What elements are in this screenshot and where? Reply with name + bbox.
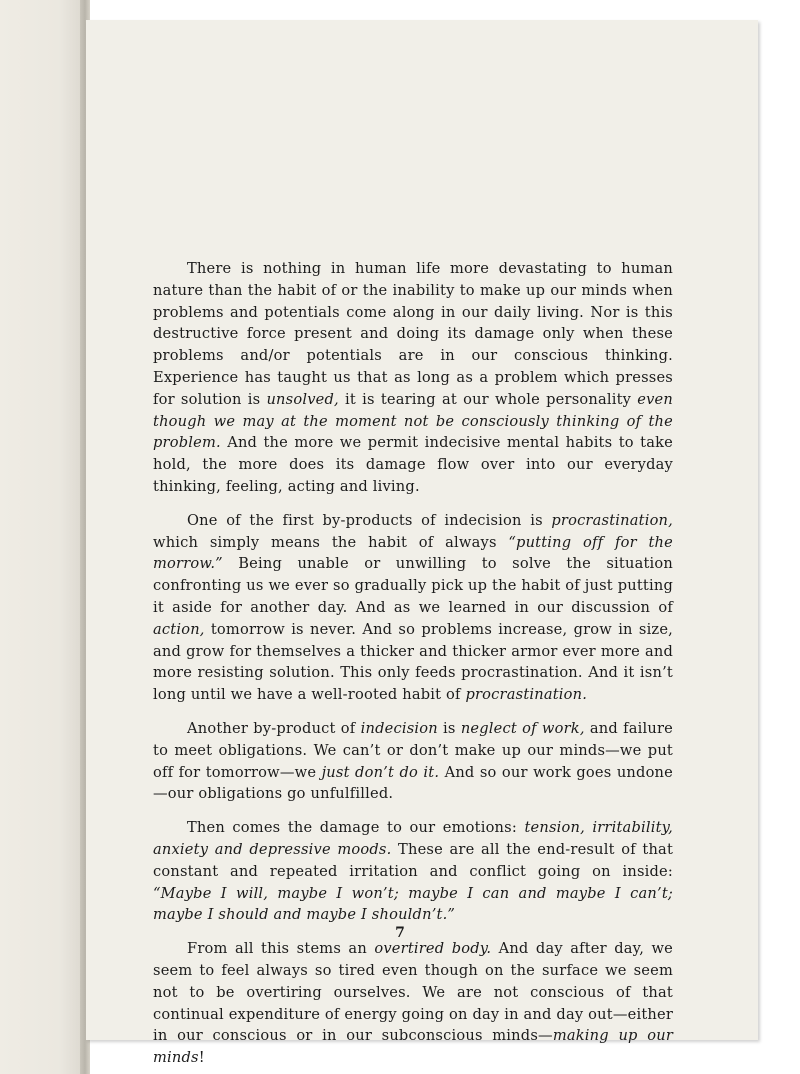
- italic-phrase: unsolved,: [266, 390, 339, 408]
- italic-phrase: action,: [153, 620, 205, 638]
- text-run: Being unable or unwilling to solve the situation confronting us we ever so gradually pick up the habit of just putting it aside for another day. And as we learned in our discussion of: [153, 555, 673, 616]
- facing-page: [0, 0, 84, 1074]
- paragraph: [153, 510, 673, 706]
- text-run: One of the first by-products of indecision is: [187, 511, 552, 529]
- italic-phrase: indecision: [360, 719, 438, 737]
- italic-phrase: “putting off for the morrow.”: [153, 533, 673, 573]
- page-number: 7: [395, 925, 405, 941]
- italic-phrase: just don’t do it.: [321, 763, 440, 781]
- body-text: [153, 258, 673, 1069]
- text-run: it is tearing at our whole personality: [338, 390, 638, 408]
- italic-phrase: procrastination,: [551, 511, 673, 529]
- italic-phrase: making up our minds: [153, 1027, 673, 1067]
- text-run: There is nothing in human life more devastating to human nature than the habit of or the inability to make up our minds when problems and potentials come along in our daily living. Nor is this destructive force present and doing its damage only when these problems and/or potentials are in our conscious thinking. Experience has taught us that as long as a problem which presses for solution is: [153, 260, 673, 408]
- text-run: tomorrow is never. And so problems increase, grow in size, and grow for themselves a thicker and thicker armor ever more and more resisting solution. This only feeds procrastination. And it isn’t long until we have a well-rooted habit of: [153, 620, 673, 704]
- text-run: Another by-product of: [187, 719, 361, 737]
- italic-phrase: overtired body.: [374, 940, 492, 958]
- text-run: And the more we permit indecisive mental habits to take hold, the more does its damage flow over into our everyday thinking, feeling, acting and living.: [153, 434, 673, 495]
- text-run: !: [198, 1049, 205, 1067]
- italic-phrase: procrastination.: [465, 686, 588, 704]
- text-run: And so our work goes undone—our obligations go unfulfilled.: [153, 763, 673, 803]
- paragraph: [153, 258, 673, 498]
- paragraph: [153, 718, 673, 805]
- text-run: And day after day, we seem to feel always so tired even though on the surface we seem not to be overtiring ourselves. We are not conscious of that continual expenditure of energy going on day in and day out—either in our conscious or in our subconscious minds—: [153, 940, 673, 1045]
- text-run: From all this stems an: [187, 940, 375, 958]
- italic-phrase: neglect of work,: [460, 719, 585, 737]
- text-run: which simply means the habit of always: [153, 533, 509, 551]
- paragraph: [153, 938, 673, 1069]
- paragraph: [153, 817, 673, 926]
- text-run: is: [437, 719, 461, 737]
- italic-phrase: “Maybe I will, maybe I won’t; maybe I can and maybe I can’t; maybe I should and maybe I shouldn’t.”: [153, 884, 673, 924]
- italic-phrase: tension, irritability, anxiety and depressive moods.: [153, 819, 673, 858]
- text-run: These are all the end-result of that constant and repeated irritation and conflict going on inside:: [153, 840, 674, 880]
- text-run: Then comes the damage to our emotions:: [187, 819, 525, 837]
- italic-phrase: even though we may at the moment not be consciously thinking of the problem.: [153, 390, 673, 452]
- text-run: and failure to meet obligations. We can’t or don’t make up our minds—we put off for tomorrow—we: [153, 719, 673, 781]
